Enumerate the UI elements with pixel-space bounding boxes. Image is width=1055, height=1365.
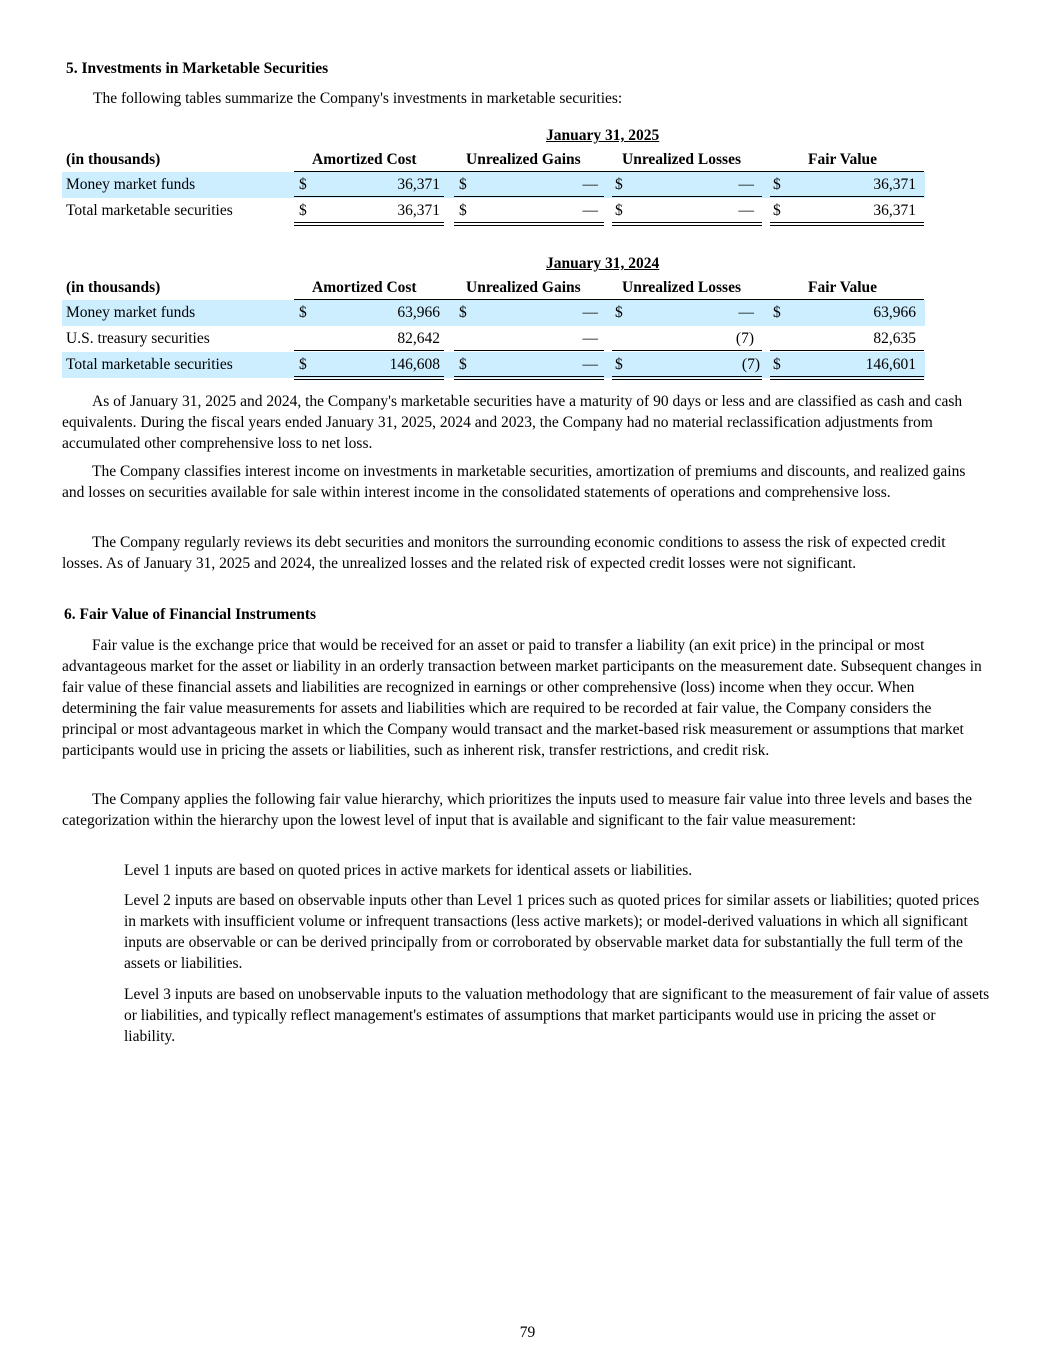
paragraph: As of January 31, 2025 and 2024, the Company's marketable securities have a maturity of 90 days or less and are classified as cash and cash equivalents. During the fiscal years ended January 31, 2025, 2024 and 2023, the Company had no material reclassification adjustments from accumulated other comprehensive loss to net loss. [62, 393, 963, 452]
table-row [62, 300, 925, 326]
cell-rule [770, 196, 924, 197]
col-header-label: (in thousands) [66, 151, 161, 168]
currency-symbol: $ [459, 356, 467, 373]
amortized-cost-value: 82,642 [397, 330, 440, 347]
col-header-label: (in thousands) [66, 279, 161, 296]
unrealized-losses-value: — [738, 176, 754, 193]
row-label: Money market funds [66, 304, 196, 321]
currency-symbol: $ [459, 202, 467, 219]
currency-symbol: $ [299, 202, 307, 219]
unrealized-gains-value: — [582, 176, 598, 193]
total-double-rule [612, 376, 762, 380]
total-double-rule [770, 376, 924, 380]
currency-symbol: $ [615, 176, 623, 193]
col-header-amortized-cost: Amortized Cost [312, 151, 417, 168]
amortized-cost-value: 63,966 [397, 304, 440, 321]
currency-symbol: $ [299, 176, 307, 193]
unrealized-losses-value: — [738, 304, 754, 321]
unrealized-losses-value: (7) [735, 330, 754, 347]
col-header-amortized-cost: Amortized Cost [312, 279, 417, 296]
level-2-description: Level 2 inputs are based on observable inputs other than Level 1 prices such as quoted prices for similar assets or liabilities; quoted prices in markets with insufficient volume or infrequent transactions (less active markets); or model-derived valuations in which all significant inputs are observable or can be derived principally from or corroborated by observable market data for substantially the full term of the assets or liabilities. [124, 892, 980, 972]
total-double-rule [454, 222, 604, 226]
unrealized-gains-value: — [582, 356, 598, 373]
paragraph: The Company classifies interest income on investments in marketable securities, amortization of premiums and discounts, and realized gains and losses on securities available for sale within interest income in the consolidated statements of operations and comprehensive loss. [62, 463, 966, 501]
col-header-unrealized-gains: Unrealized Gains [466, 279, 581, 296]
table-row [62, 172, 925, 198]
currency-symbol: $ [299, 356, 307, 373]
page-number: 79 [519, 1324, 536, 1341]
unrealized-gains-value: — [582, 202, 598, 219]
amortized-cost-value: 36,371 [397, 202, 440, 219]
table-row-total [62, 352, 925, 378]
section-6-heading: 6. Fair Value of Financial Instruments [64, 606, 317, 623]
col-header-fair-value: Fair Value [808, 151, 878, 168]
table-row [62, 326, 925, 352]
unrealized-gains-value: — [582, 304, 598, 321]
cell-rule [612, 196, 762, 197]
total-double-rule [612, 222, 762, 226]
col-header-fair-value: Fair Value [808, 279, 878, 296]
cell-rule [612, 350, 762, 351]
fair-value-value: 146,601 [865, 356, 916, 373]
col-header-unrealized-losses: Unrealized Losses [622, 279, 741, 296]
period-header-2025: January 31, 2025 [546, 127, 660, 144]
currency-symbol: $ [615, 304, 623, 321]
amortized-cost-value: 146,608 [389, 356, 440, 373]
cell-rule [294, 350, 444, 351]
cell-rule [770, 350, 924, 351]
currency-symbol: $ [459, 304, 467, 321]
paragraph: The Company regularly reviews its debt securities and monitors the surrounding economic conditions to assess the risk of expected credit losses. As of January 31, 2025 and 2024, the unrealized losses and the related risk of expected credit losses were not significant. [62, 534, 946, 572]
table-row-total [62, 198, 925, 224]
row-label: Total marketable securities [66, 356, 233, 373]
level-3-description: Level 3 inputs are based on unobservable inputs to the valuation methodology that are significant to the measurement of fair value of assets or liabilities, and typically reflect management's estimates of assumptions that market participants would use in pricing the asset or liability. [124, 986, 990, 1045]
currency-symbol: $ [773, 356, 781, 373]
row-label: Total marketable securities [66, 202, 233, 219]
fair-value-value: 63,966 [873, 304, 916, 321]
fair-value-value: 36,371 [873, 176, 916, 193]
cell-rule [454, 350, 604, 351]
fair-value-value: 82,635 [873, 330, 916, 347]
currency-symbol: $ [615, 202, 623, 219]
currency-symbol: $ [773, 202, 781, 219]
currency-symbol: $ [615, 356, 623, 373]
amortized-cost-value: 36,371 [397, 176, 440, 193]
row-label: U.S. treasury securities [66, 330, 210, 347]
total-double-rule [294, 376, 444, 380]
col-header-unrealized-losses: Unrealized Losses [622, 151, 741, 168]
cell-rule [454, 196, 604, 197]
currency-symbol: $ [299, 304, 307, 321]
unrealized-losses-value: (7) [741, 356, 760, 373]
currency-symbol: $ [459, 176, 467, 193]
cell-rule [294, 196, 444, 197]
unrealized-losses-value: — [738, 202, 754, 219]
col-header-unrealized-gains: Unrealized Gains [466, 151, 581, 168]
section-5-intro: The following tables summarize the Company's investments in marketable securities: [93, 90, 623, 107]
paragraph: Fair value is the exchange price that would be received for an asset or paid to transfer a liability (an exit price) in the principal or most advantageous market for the asset or liability in an orderly transaction between market participants on the measurement date. Subsequent changes in fair value of these financial assets and liabilities are recognized in earnings or other comprehensive (loss) income when they occur. When determining the fair value measurements for assets and liabilities which are required to be recorded at fair value, the Company considers the principal or most advantageous market in which the Company would transact and the market-based risk measurement or assumptions that market participants would use in pricing the assets or liabilities, such as inherent risk, transfer restrictions, and credit risk. [62, 637, 982, 759]
currency-symbol: $ [773, 304, 781, 321]
period-header-2024: January 31, 2024 [546, 255, 660, 272]
paragraph: The Company applies the following fair value hierarchy, which prioritizes the inputs used to measure fair value into three levels and bases the categorization within the hierarchy upon the lowest level of input that is available and significant to the fair value measurement: [62, 791, 973, 829]
section-5-heading: 5. Investments in Marketable Securities [66, 60, 329, 77]
currency-symbol: $ [773, 176, 781, 193]
row-label: Money market funds [66, 176, 196, 193]
unrealized-gains-value: — [582, 330, 598, 347]
total-double-rule [294, 222, 444, 226]
total-double-rule [454, 376, 604, 380]
fair-value-value: 36,371 [873, 202, 916, 219]
level-1-description: Level 1 inputs are based on quoted prices in active markets for identical assets or liabilities. [124, 862, 693, 879]
total-double-rule [770, 222, 924, 226]
